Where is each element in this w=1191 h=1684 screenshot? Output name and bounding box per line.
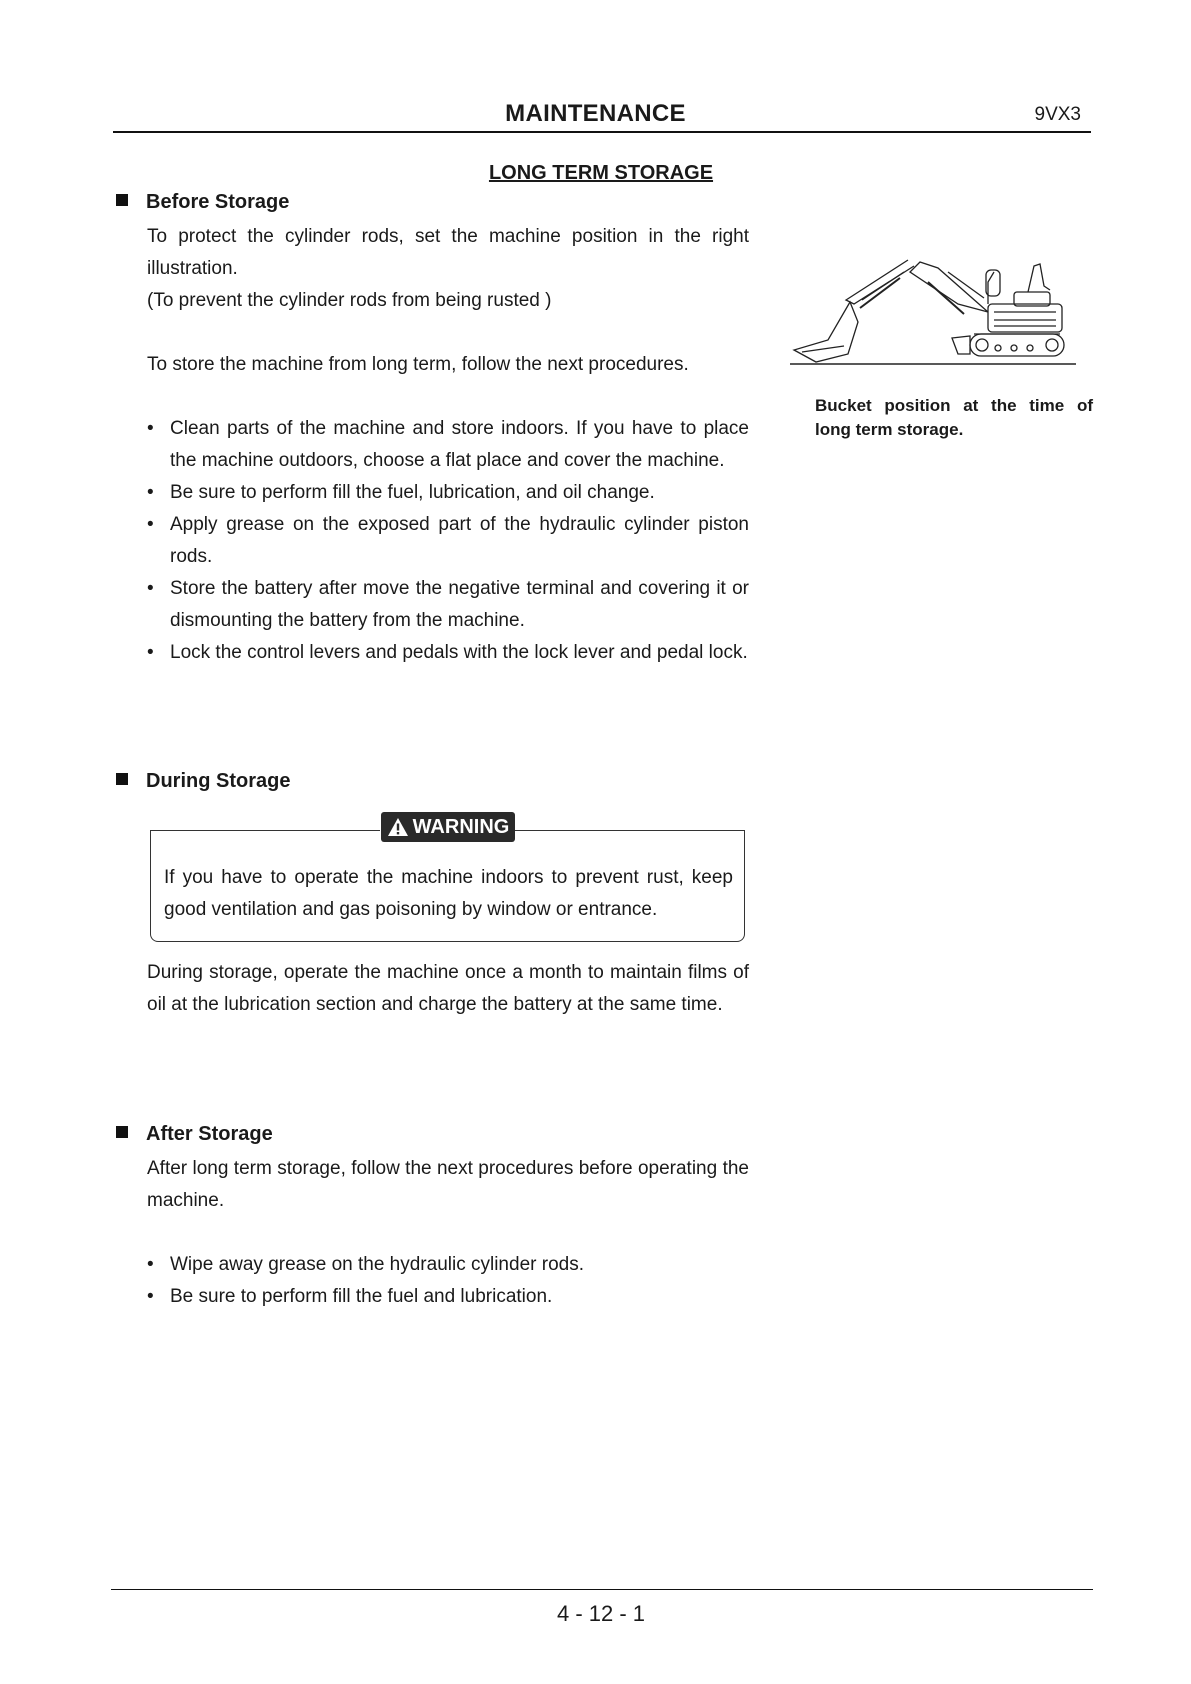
bullet-dot-icon: • <box>147 642 154 663</box>
list-item: • Be sure to perform fill the fuel and lubrication. <box>147 1281 749 1313</box>
square-bullet-icon <box>116 773 128 785</box>
square-bullet-icon <box>116 194 128 206</box>
list-item: • Lock the control levers and pedals with the lock lever and pedal lock. <box>147 637 749 669</box>
intro-paragraph: To protect the cylinder rods, set the machine position in the right illustration. <box>147 226 749 279</box>
page-number: 4 - 12 - 1 <box>556 1601 646 1626</box>
warning-triangle-icon <box>387 817 409 837</box>
list-item: • Clean parts of the machine and store indoors. If you have to place the machine outdoors, choose a flat place and cover the machine. <box>147 413 749 477</box>
illustration-caption: Bucket position at the time of long term storage. <box>815 396 1093 439</box>
warning-badge: WARNING <box>381 812 515 842</box>
list-item: • Be sure to perform fill the fuel, lubrication, and oil change. <box>147 477 749 509</box>
intro-procedure: To store the machine from long term, follow the next procedures. <box>147 354 689 375</box>
list-item: • Apply grease on the exposed part of the hydraulic cylinder piston rods. <box>147 509 749 573</box>
warning-text: If you have to operate the machine indoors to prevent rust, keep good ventilation and gas poisoning by window or entrance. <box>164 867 733 920</box>
bullet-dot-icon: • <box>147 514 154 535</box>
section-title: LONG TERM STORAGE <box>488 162 714 184</box>
square-bullet-icon <box>116 1126 128 1138</box>
during-storage-text: During storage, operate the machine once a month to maintain films of oil at the lubrication section and charge the battery at the same time. <box>147 962 749 1015</box>
header-rule <box>113 131 1091 133</box>
bullet-dot-icon: • <box>147 418 154 439</box>
bullet-dot-icon: • <box>147 482 154 503</box>
list-item: • Wipe away grease on the hydraulic cylinder rods. <box>147 1249 749 1281</box>
model-code: 9VX3 <box>1034 104 1081 125</box>
list-item: • Store the battery after move the negative terminal and covering it or dismounting the battery from the machine. <box>147 573 749 637</box>
footer-rule <box>111 1589 1093 1590</box>
header-title: MAINTENANCE <box>505 100 686 127</box>
bullet-dot-icon: • <box>147 1286 154 1307</box>
before-storage-heading: Before Storage <box>116 191 289 214</box>
after-storage-heading: After Storage <box>116 1123 273 1146</box>
after-storage-list <box>147 1249 749 1313</box>
intro-note: (To prevent the cylinder rods from being rusted ) <box>147 290 552 311</box>
during-storage-heading: During Storage <box>116 770 290 793</box>
bullet-dot-icon: • <box>147 578 154 599</box>
excavator-illustration <box>788 242 1078 366</box>
before-storage-intro <box>147 221 749 381</box>
before-storage-list <box>147 413 749 669</box>
after-storage-text: After long term storage, follow the next procedures before operating the machine. <box>147 1158 749 1211</box>
bullet-dot-icon: • <box>147 1254 154 1275</box>
